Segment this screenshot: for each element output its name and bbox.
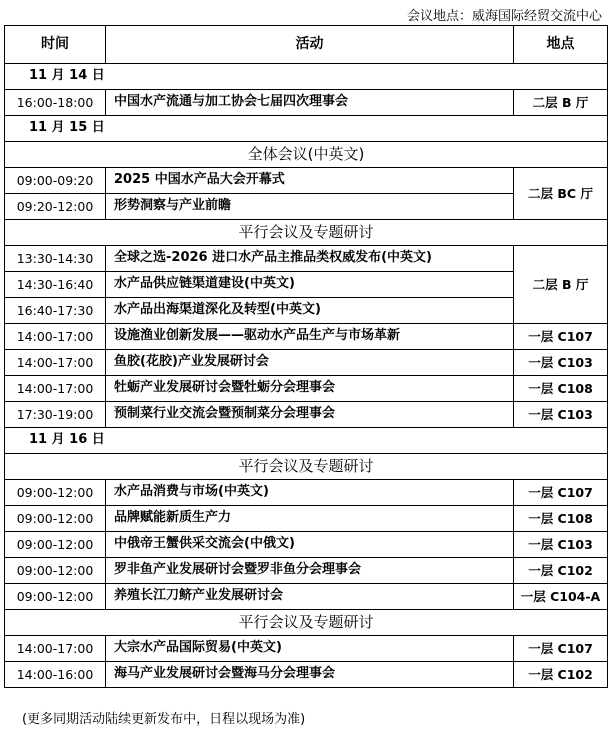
section-title: 全体会议(中英文) — [5, 142, 608, 168]
location-cell: 一层 C107 — [514, 636, 608, 662]
table-row — [5, 168, 608, 194]
section-title: 平行会议及专题研讨 — [5, 610, 608, 636]
activity-cell: 水产品出海渠道深化及转型(中英文) — [106, 298, 514, 324]
activity-cell: 品牌赋能新质生产力 — [106, 506, 514, 532]
date-label: 11 月 14 日 — [5, 64, 608, 90]
location-cell: 二层 B 厅 — [514, 246, 608, 324]
table-row — [5, 532, 608, 558]
location-cell: 二层 B 厅 — [514, 90, 608, 116]
activity-cell: 中国水产流通与加工协会七届四次理事会 — [106, 90, 514, 116]
table-row — [5, 324, 608, 350]
activity-cell: 牡蛎产业发展研讨会暨牡蛎分会理事会 — [106, 376, 514, 402]
location-cell: 一层 C108 — [514, 506, 608, 532]
header-row — [5, 26, 608, 64]
location-cell: 一层 C102 — [514, 662, 608, 688]
location-cell: 二层 BC 厅 — [514, 168, 608, 220]
time-cell: 09:00-12:00 — [5, 558, 106, 584]
location-cell: 一层 C107 — [514, 480, 608, 506]
table-row — [5, 350, 608, 376]
time-cell: 14:30-16:40 — [5, 272, 106, 298]
time-cell: 14:00-16:00 — [5, 662, 106, 688]
location-cell: 一层 C103 — [514, 350, 608, 376]
time-cell: 17:30-19:00 — [5, 402, 106, 428]
table-row — [5, 246, 608, 272]
time-cell: 09:00-12:00 — [5, 584, 106, 610]
table-row — [5, 480, 608, 506]
section-row — [5, 220, 608, 246]
date-row — [5, 428, 608, 454]
time-cell: 09:00-12:00 — [5, 480, 106, 506]
section-row — [5, 454, 608, 480]
location-cell: 一层 C103 — [514, 532, 608, 558]
time-cell: 09:00-09:20 — [5, 168, 106, 194]
location-cell: 一层 C102 — [514, 558, 608, 584]
table-row — [5, 636, 608, 662]
location-cell: 一层 C108 — [514, 376, 608, 402]
location-cell: 一层 C107 — [514, 324, 608, 350]
date-label: 11 月 15 日 — [5, 116, 608, 142]
table-row — [5, 506, 608, 532]
table-row — [5, 402, 608, 428]
time-cell: 16:00-18:00 — [5, 90, 106, 116]
time-cell: 13:30-14:30 — [5, 246, 106, 272]
table-row — [5, 90, 608, 116]
activity-cell: 预制菜行业交流会暨预制菜分会理事会 — [106, 402, 514, 428]
date-row — [5, 116, 608, 142]
date-row — [5, 64, 608, 90]
activity-cell: 水产品供应链渠道建设(中英文) — [106, 272, 514, 298]
table-row — [5, 376, 608, 402]
table-row — [5, 662, 608, 688]
time-cell: 14:00-17:00 — [5, 636, 106, 662]
activity-cell: 水产品消费与市场(中英文) — [106, 480, 514, 506]
activity-cell: 中俄帝王蟹供采交流会(中俄文) — [106, 532, 514, 558]
activity-cell: 海马产业发展研讨会暨海马分会理事会 — [106, 662, 514, 688]
activity-cell: 全球之选-2026 进口水产品主推品类权威发布(中英文) — [106, 246, 514, 272]
activity-cell: 形势洞察与产业前瞻 — [106, 194, 514, 220]
activity-cell: 鱼胶(花胶)产业发展研讨会 — [106, 350, 514, 376]
time-cell: 16:40-17:30 — [5, 298, 106, 324]
section-row — [5, 610, 608, 636]
location-cell: 一层 C103 — [514, 402, 608, 428]
activity-cell: 罗非鱼产业发展研讨会暨罗非鱼分会理事会 — [106, 558, 514, 584]
activity-cell: 养殖长江刀鲚产业发展研讨会 — [106, 584, 514, 610]
header-location: 地点 — [514, 26, 608, 64]
time-cell: 14:00-17:00 — [5, 324, 106, 350]
time-cell: 09:00-12:00 — [5, 532, 106, 558]
section-title: 平行会议及专题研讨 — [5, 454, 608, 480]
table-row — [5, 558, 608, 584]
venue-note: 会议地点：威海国际经贸交流中心 — [406, 9, 602, 24]
footnote: (更多同期活动陆续更新发布中，日程以现场为准) — [22, 712, 306, 727]
schedule-table — [4, 25, 608, 688]
section-title: 平行会议及专题研讨 — [5, 220, 608, 246]
time-cell: 09:00-12:00 — [5, 506, 106, 532]
time-cell: 09:20-12:00 — [5, 194, 106, 220]
activity-cell: 大宗水产品国际贸易(中英文) — [106, 636, 514, 662]
section-row — [5, 142, 608, 168]
time-cell: 14:00-17:00 — [5, 376, 106, 402]
table-row — [5, 584, 608, 610]
time-cell: 14:00-17:00 — [5, 350, 106, 376]
location-cell: 一层 C104-A — [514, 584, 608, 610]
header-activity: 活动 — [106, 26, 514, 64]
activity-cell: 2025 中国水产品大会开幕式 — [106, 168, 514, 194]
header-time: 时间 — [5, 26, 106, 64]
activity-cell: 设施渔业创新发展——驱动水产品生产与市场革新 — [106, 324, 514, 350]
date-label: 11 月 16 日 — [5, 428, 608, 454]
